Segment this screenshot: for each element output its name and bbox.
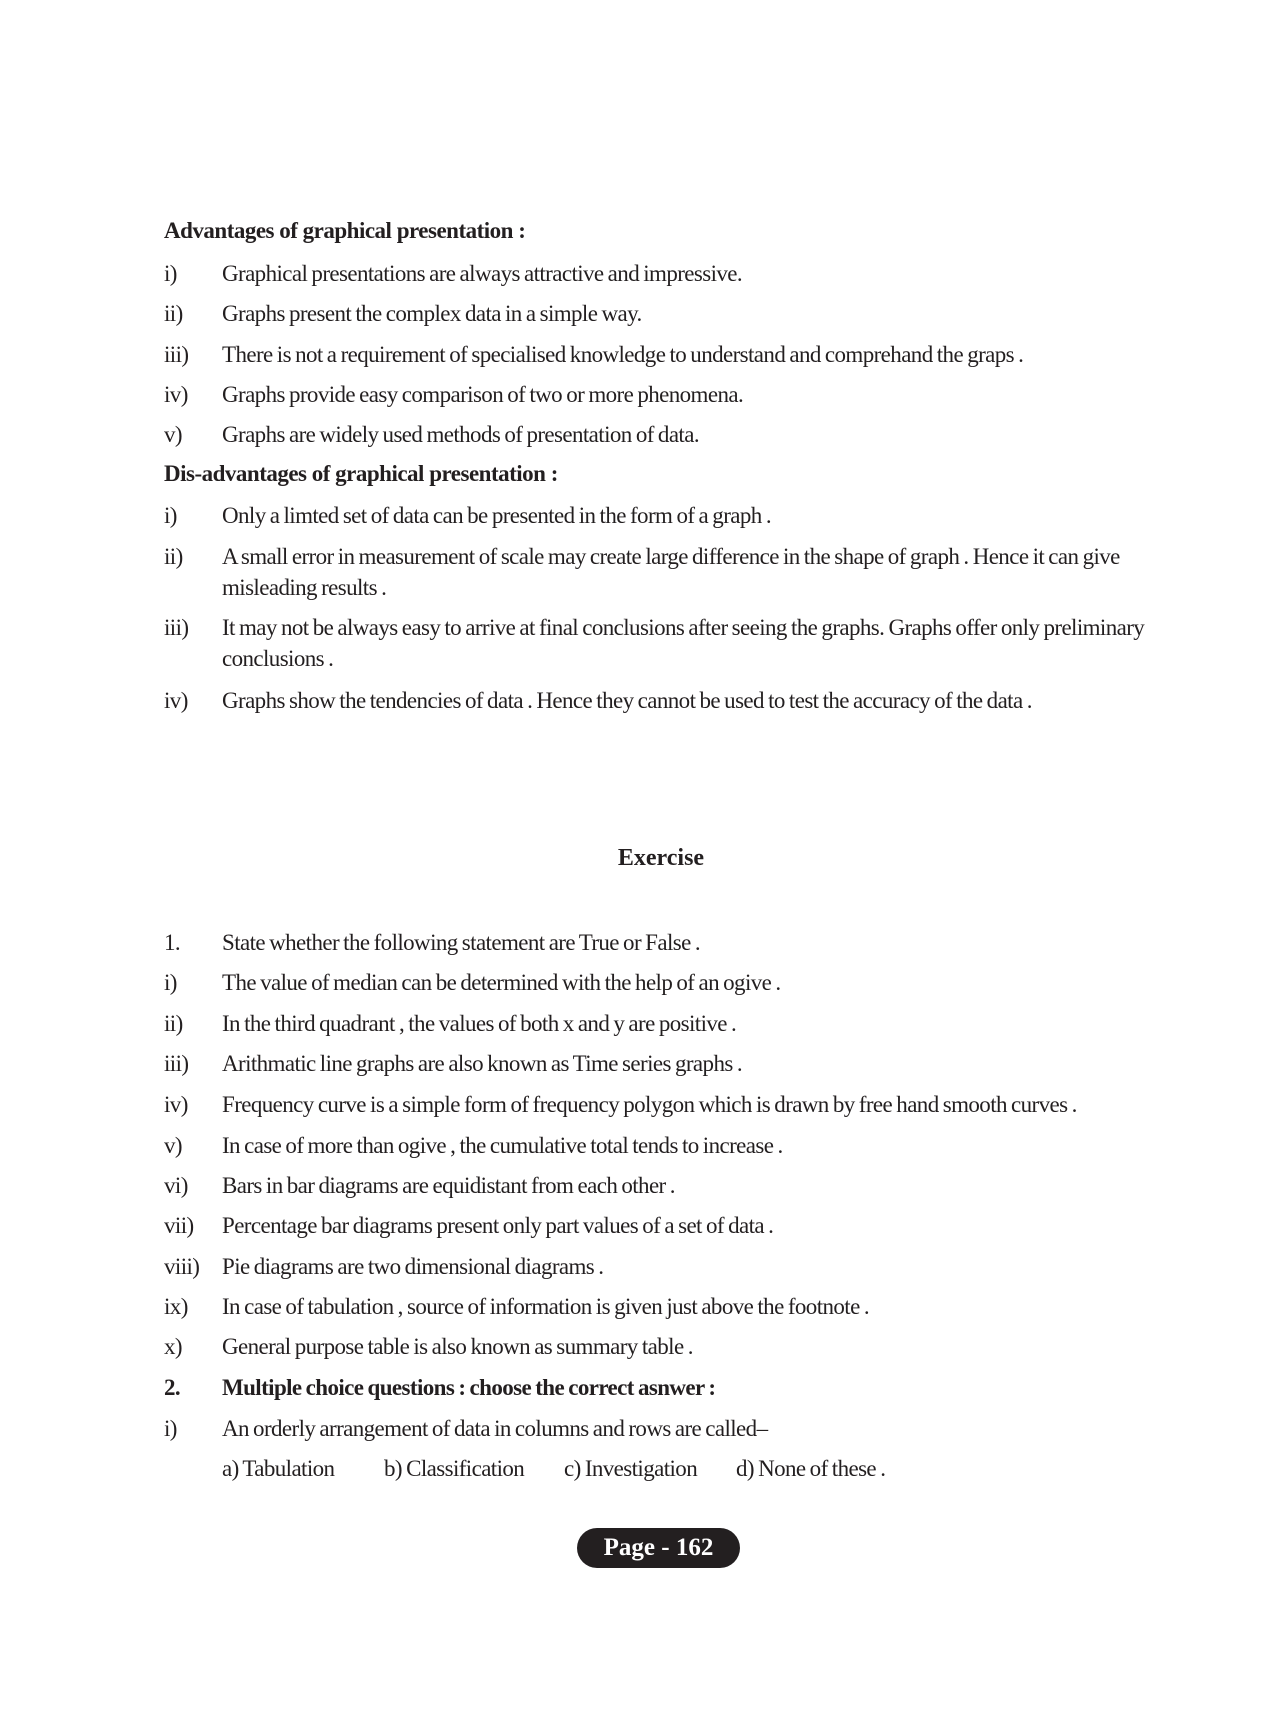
item-text: Pie diagrams are two dimensional diagrams . — [222, 1254, 604, 1279]
item-text: Graphical presentations are always attractive and impressive. — [222, 261, 743, 286]
item-text: Bars in bar diagrams are equidistant from each other . — [222, 1173, 675, 1198]
item-number: vii) — [164, 1213, 194, 1238]
disadvantages-heading: Dis-advantages of graphical presentation : — [164, 461, 558, 486]
item-text: The value of median can be determined with the help of an ogive . — [222, 970, 781, 995]
item-number: i) — [164, 1416, 177, 1441]
item-text: State whether the following statement are True or False . — [222, 930, 701, 955]
item-number: iii) — [164, 342, 189, 367]
item-number: iv) — [164, 382, 188, 407]
option-a: a) Tabulation — [222, 1456, 335, 1481]
item-text: In case of tabulation , source of information is given just above the footnote . — [222, 1294, 869, 1319]
item-number: iv) — [164, 688, 188, 713]
exercise-title: Exercise — [617, 845, 705, 871]
option-c: c) Investigation — [564, 1456, 698, 1481]
item-number: i) — [164, 970, 177, 995]
page-number-badge: Page - 162 — [577, 1528, 740, 1568]
item-number: iii) — [164, 615, 189, 640]
item-number: viii) — [164, 1254, 200, 1279]
item-number: iv) — [164, 1092, 188, 1117]
item-text: An orderly arrangement of data in columns and rows are called– — [222, 1416, 768, 1441]
item-text: Multiple choice questions : choose the correct asnwer : — [222, 1375, 716, 1400]
item-number: ix) — [164, 1294, 188, 1319]
item-number: iii) — [164, 1051, 189, 1076]
item-text: Frequency curve is a simple form of frequency polygon which is drawn by free hand smooth curves . — [222, 1092, 1077, 1117]
item-text: There is not a requirement of specialised knowledge to understand and comprehand the graps . — [222, 342, 1024, 367]
item-number: v) — [164, 422, 182, 447]
item-number: 1. — [164, 930, 181, 955]
item-text: In case of more than ogive , the cumulative total tends to increase . — [222, 1133, 783, 1158]
option-d: d) None of these . — [736, 1456, 886, 1481]
item-text: It may not be always easy to arrive at final conclusions after seeing the graphs. Graphs offer only preliminary conclusions . — [222, 615, 1145, 671]
item-text: Graphs are widely used methods of presentation of data. — [222, 422, 699, 447]
item-number: ii) — [164, 544, 183, 569]
item-number: v) — [164, 1133, 182, 1158]
advantages-heading: Advantages of graphical presentation : — [164, 218, 526, 243]
item-number: i) — [164, 261, 177, 286]
item-text: Arithmatic line graphs are also known as Time series graphs . — [222, 1051, 742, 1076]
item-number: 2. — [164, 1375, 181, 1400]
item-text: A small error in measurement of scale may create large difference in the shape of graph . Hence it can give misleading results . — [222, 544, 1120, 600]
item-text: General purpose table is also known as summary table . — [222, 1334, 693, 1359]
item-number: ii) — [164, 1011, 183, 1036]
item-text: Only a limted set of data can be presented in the form of a graph . — [222, 503, 771, 528]
item-number: i) — [164, 503, 177, 528]
item-text: In the third quadrant , the values of both x and y are positive . — [222, 1011, 737, 1036]
option-b: b) Classification — [384, 1456, 525, 1481]
item-text: Percentage bar diagrams present only part values of a set of data . — [222, 1213, 774, 1238]
item-number: ii) — [164, 301, 183, 326]
item-text: Graphs provide easy comparison of two or more phenomena. — [222, 382, 744, 407]
item-text: Graphs present the complex data in a simple way. — [222, 301, 642, 326]
item-number: x) — [164, 1334, 182, 1359]
item-number: vi) — [164, 1173, 188, 1198]
item-text: Graphs show the tendencies of data . Hence they cannot be used to test the accuracy of the data . — [222, 688, 1032, 713]
